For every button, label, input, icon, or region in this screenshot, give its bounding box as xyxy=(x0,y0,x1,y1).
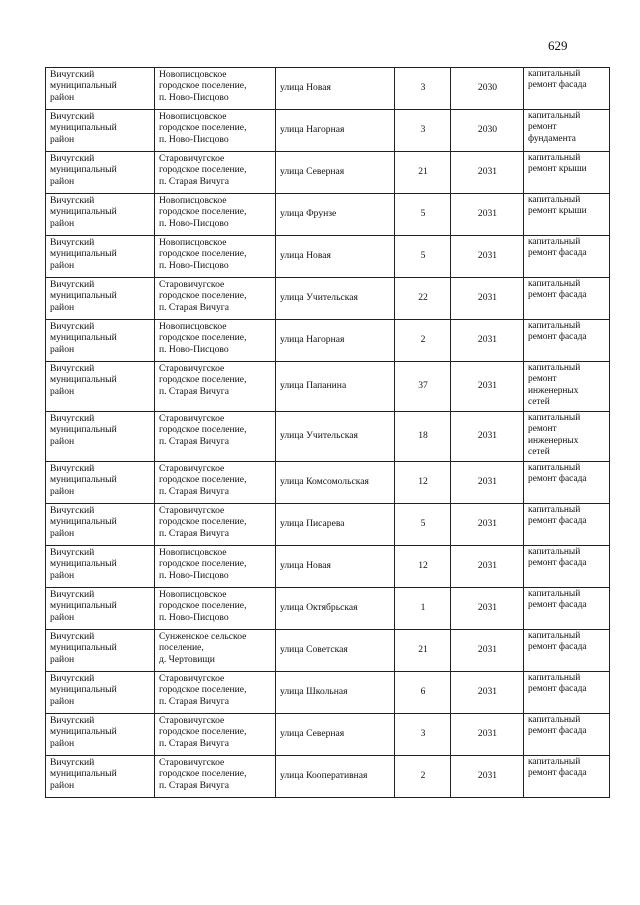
district-cell xyxy=(46,110,155,152)
district-cell-line: муниципальный xyxy=(50,424,117,436)
settlement-cell xyxy=(155,194,276,236)
settlement-cell-line: п. Старая Вичуга xyxy=(159,695,229,707)
street-cell: улица Комсомольская xyxy=(276,462,395,504)
settlement-cell-line: Старовичугское xyxy=(159,363,225,374)
settlement-cell xyxy=(155,412,276,462)
district-cell xyxy=(46,152,155,194)
street-cell: улица Нагорная xyxy=(276,110,395,152)
year-cell: 2031 xyxy=(451,756,524,798)
work-type-cell-line: капитальный xyxy=(528,153,581,163)
district-cell-line: муниципальный xyxy=(50,164,117,176)
district-cell-line: муниципальный xyxy=(50,768,117,780)
district-cell xyxy=(46,462,155,504)
work-type-cell-line: ремонт фасада xyxy=(528,768,587,779)
table-row xyxy=(46,412,610,462)
year-cell: 2031 xyxy=(451,278,524,320)
house-number-cell: 1 xyxy=(395,588,451,630)
work-type-cell xyxy=(524,714,610,756)
district-cell xyxy=(46,320,155,362)
district-cell-line: Вичугский xyxy=(50,321,95,332)
district-cell xyxy=(46,278,155,320)
settlement-cell xyxy=(155,504,276,546)
work-type-cell-line: капитальный xyxy=(528,363,581,373)
district-cell xyxy=(46,546,155,588)
work-type-cell xyxy=(524,194,610,236)
settlement-cell-line: п. Ново-Писцово xyxy=(159,611,229,623)
settlement-cell xyxy=(155,756,276,798)
district-cell-line: район xyxy=(50,175,75,187)
settlement-cell xyxy=(155,152,276,194)
work-type-cell-line: капитальный xyxy=(528,505,581,515)
table-row xyxy=(46,588,610,630)
settlement-cell-line: п. Старая Вичуга xyxy=(159,175,229,187)
table-row xyxy=(46,756,610,798)
work-type-cell-line: инженерных xyxy=(528,435,579,446)
settlement-cell-line: Новописцовское xyxy=(159,237,227,248)
page-number: 629 xyxy=(548,38,568,53)
work-type-cell xyxy=(524,462,610,504)
work-type-cell xyxy=(524,672,610,714)
table-row xyxy=(46,68,610,110)
district-cell-line: Вичугский xyxy=(50,279,95,290)
house-number-cell: 5 xyxy=(395,504,451,546)
house-number-cell: 22 xyxy=(395,278,451,320)
work-type-cell-line: фундамента xyxy=(528,133,576,144)
street-cell: улица Новая xyxy=(276,546,395,588)
year-cell: 2031 xyxy=(451,412,524,462)
street-cell: улица Нагорная xyxy=(276,320,395,362)
table-row xyxy=(46,194,610,236)
house-number-cell: 12 xyxy=(395,546,451,588)
work-type-cell-line: ремонт фасада xyxy=(528,726,587,737)
house-number-cell: 5 xyxy=(395,236,451,278)
settlement-cell-line: городское поселение, xyxy=(159,164,247,176)
district-cell-line: Вичугский xyxy=(50,69,95,80)
house-number-cell: 2 xyxy=(395,320,451,362)
year-cell: 2030 xyxy=(451,68,524,110)
settlement-cell-line: п. Ново-Писцово xyxy=(159,343,229,355)
street-cell: улица Новая xyxy=(276,236,395,278)
settlement-cell-line: городское поселение, xyxy=(159,424,247,436)
district-cell-line: район xyxy=(50,569,75,581)
house-number-cell: 37 xyxy=(395,362,451,412)
repair-schedule-table xyxy=(45,67,610,798)
table-row xyxy=(46,672,610,714)
work-type-cell xyxy=(524,504,610,546)
work-type-cell-line: капитальный xyxy=(528,757,581,767)
district-cell-line: муниципальный xyxy=(50,726,117,738)
district-cell-line: Вичугский xyxy=(50,715,95,726)
district-cell-line: муниципальный xyxy=(50,374,117,386)
house-number-cell: 5 xyxy=(395,194,451,236)
work-type-cell-line: ремонт xyxy=(528,424,557,435)
district-cell-line: Вичугский xyxy=(50,673,95,684)
district-cell-line: муниципальный xyxy=(50,642,117,654)
district-cell-line: муниципальный xyxy=(50,600,117,612)
street-cell: улица Советская xyxy=(276,630,395,672)
table-row xyxy=(46,236,610,278)
year-cell: 2031 xyxy=(451,588,524,630)
district-cell-line: Вичугский xyxy=(50,757,95,768)
settlement-cell-line: Старовичугское xyxy=(159,715,225,726)
district-cell xyxy=(46,504,155,546)
year-cell: 2031 xyxy=(451,504,524,546)
year-cell: 2031 xyxy=(451,462,524,504)
settlement-cell xyxy=(155,278,276,320)
settlement-cell-line: Старовичугское xyxy=(159,153,225,164)
table-row xyxy=(46,362,610,412)
settlement-cell-line: Новописцовское xyxy=(159,547,227,558)
work-type-cell-line: капитальный xyxy=(528,237,581,247)
district-cell-line: район xyxy=(50,217,75,229)
settlement-cell xyxy=(155,236,276,278)
settlement-cell-line: п. Старая Вичуга xyxy=(159,737,229,749)
work-type-cell-line: капитальный xyxy=(528,69,581,79)
work-type-cell xyxy=(524,68,610,110)
settlement-cell xyxy=(155,588,276,630)
district-cell-line: район xyxy=(50,611,75,623)
work-type-cell xyxy=(524,362,610,412)
table-row xyxy=(46,630,610,672)
work-type-cell-line: капитальный xyxy=(528,715,581,725)
settlement-cell-line: городское поселение, xyxy=(159,374,247,386)
work-type-cell xyxy=(524,412,610,462)
settlement-cell-line: городское поселение, xyxy=(159,290,247,302)
settlement-cell-line: городское поселение, xyxy=(159,122,247,134)
settlement-cell-line: городское поселение, xyxy=(159,248,247,260)
settlement-cell-line: п. Ново-Писцово xyxy=(159,217,229,229)
settlement-cell-line: городское поселение, xyxy=(159,558,247,570)
district-cell-line: район xyxy=(50,435,75,447)
district-cell-line: район xyxy=(50,133,75,145)
year-cell: 2031 xyxy=(451,194,524,236)
house-number-cell: 3 xyxy=(395,714,451,756)
work-type-cell-line: ремонт фасада xyxy=(528,642,587,653)
settlement-cell-line: п. Старая Вичуга xyxy=(159,385,229,397)
district-cell-line: Вичугский xyxy=(50,363,95,374)
street-cell: улица Папанина xyxy=(276,362,395,412)
settlement-cell xyxy=(155,714,276,756)
settlement-cell xyxy=(155,320,276,362)
work-type-cell xyxy=(524,110,610,152)
work-type-cell-line: ремонт крыши xyxy=(528,206,587,217)
year-cell: 2030 xyxy=(451,110,524,152)
year-cell: 2031 xyxy=(451,630,524,672)
district-cell-line: район xyxy=(50,343,75,355)
settlement-cell-line: городское поселение, xyxy=(159,206,247,218)
district-cell xyxy=(46,630,155,672)
settlement-cell-line: п. Ново-Писцово xyxy=(159,133,229,145)
work-type-cell-line: ремонт фасада xyxy=(528,290,587,301)
year-cell: 2031 xyxy=(451,236,524,278)
work-type-cell-line: ремонт фасада xyxy=(528,332,587,343)
street-cell: улица Октябрьская xyxy=(276,588,395,630)
work-type-cell-line: ремонт xyxy=(528,122,557,133)
work-type-cell-line: капитальный xyxy=(528,413,581,423)
district-cell-line: муниципальный xyxy=(50,332,117,344)
settlement-cell-line: городское поселение, xyxy=(159,600,247,612)
district-cell-line: район xyxy=(50,527,75,539)
settlement-cell xyxy=(155,546,276,588)
district-cell xyxy=(46,756,155,798)
work-type-cell-line: ремонт крыши xyxy=(528,164,587,175)
work-type-cell xyxy=(524,278,610,320)
street-cell: улица Новая xyxy=(276,68,395,110)
district-cell-line: район xyxy=(50,385,75,397)
house-number-cell: 21 xyxy=(395,152,451,194)
work-type-cell xyxy=(524,320,610,362)
district-cell xyxy=(46,68,155,110)
settlement-cell-line: городское поселение, xyxy=(159,768,247,780)
year-cell: 2031 xyxy=(451,152,524,194)
settlement-cell-line: п. Ново-Писцово xyxy=(159,91,229,103)
table-body xyxy=(46,68,610,798)
settlement-cell xyxy=(155,672,276,714)
district-cell-line: район xyxy=(50,737,75,749)
work-type-cell-line: капитальный xyxy=(528,547,581,557)
work-type-cell-line: капитальный xyxy=(528,195,581,205)
work-type-cell xyxy=(524,236,610,278)
district-cell-line: район xyxy=(50,653,75,665)
year-cell: 2031 xyxy=(451,362,524,412)
work-type-cell-line: капитальный xyxy=(528,321,581,331)
district-cell-line: район xyxy=(50,259,75,271)
work-type-cell-line: ремонт xyxy=(528,374,557,385)
street-cell: улица Учительская xyxy=(276,412,395,462)
table-row xyxy=(46,110,610,152)
settlement-cell-line: городское поселение, xyxy=(159,516,247,528)
work-type-cell-line: сетей xyxy=(528,446,550,457)
house-number-cell: 3 xyxy=(395,110,451,152)
work-type-cell-line: ремонт фасада xyxy=(528,474,587,485)
settlement-cell xyxy=(155,630,276,672)
district-cell-line: район xyxy=(50,695,75,707)
district-cell-line: район xyxy=(50,301,75,313)
settlement-cell-line: Новописцовское xyxy=(159,321,227,332)
settlement-cell-line: п. Старая Вичуга xyxy=(159,779,229,791)
settlement-cell-line: Старовичугское xyxy=(159,673,225,684)
house-number-cell: 21 xyxy=(395,630,451,672)
work-type-cell-line: инженерных xyxy=(528,385,579,396)
street-cell: улица Северная xyxy=(276,152,395,194)
district-cell-line: Вичугский xyxy=(50,195,95,206)
settlement-cell-line: городское поселение, xyxy=(159,726,247,738)
house-number-cell: 18 xyxy=(395,412,451,462)
work-type-cell xyxy=(524,630,610,672)
street-cell: улица Фрунзе xyxy=(276,194,395,236)
district-cell-line: муниципальный xyxy=(50,474,117,486)
street-cell: улица Кооперативная xyxy=(276,756,395,798)
settlement-cell-line: п. Ново-Писцово xyxy=(159,569,229,581)
district-cell-line: муниципальный xyxy=(50,558,117,570)
settlement-cell-line: городское поселение, xyxy=(159,332,247,344)
settlement-cell-line: Новописцовское xyxy=(159,589,227,600)
table-row xyxy=(46,504,610,546)
district-cell-line: Вичугский xyxy=(50,547,95,558)
district-cell xyxy=(46,362,155,412)
district-cell-line: район xyxy=(50,91,75,103)
house-number-cell: 6 xyxy=(395,672,451,714)
district-cell-line: муниципальный xyxy=(50,516,117,528)
street-cell: улица Школьная xyxy=(276,672,395,714)
street-cell: улица Писарева xyxy=(276,504,395,546)
district-cell xyxy=(46,412,155,462)
work-type-cell xyxy=(524,152,610,194)
district-cell-line: район xyxy=(50,779,75,791)
house-number-cell: 2 xyxy=(395,756,451,798)
settlement-cell xyxy=(155,68,276,110)
house-number-cell: 12 xyxy=(395,462,451,504)
settlement-cell-line: п. Старая Вичуга xyxy=(159,435,229,447)
work-type-cell-line: капитальный xyxy=(528,111,581,121)
settlement-cell-line: Новописцовское xyxy=(159,195,227,206)
work-type-cell-line: ремонт фасада xyxy=(528,248,587,259)
year-cell: 2031 xyxy=(451,714,524,756)
street-cell: улица Северная xyxy=(276,714,395,756)
work-type-cell xyxy=(524,546,610,588)
district-cell-line: муниципальный xyxy=(50,206,117,218)
district-cell-line: Вичугский xyxy=(50,413,95,424)
settlement-cell-line: Сунженское сельское xyxy=(159,631,247,642)
settlement-cell-line: Старовичугское xyxy=(159,757,225,768)
work-type-cell xyxy=(524,588,610,630)
work-type-cell-line: капитальный xyxy=(528,673,581,683)
settlement-cell-line: Старовичугское xyxy=(159,413,225,424)
work-type-cell-line: ремонт фасада xyxy=(528,516,587,527)
table-row xyxy=(46,546,610,588)
district-cell-line: муниципальный xyxy=(50,684,117,696)
table-row xyxy=(46,462,610,504)
district-cell-line: Вичугский xyxy=(50,237,95,248)
settlement-cell-line: городское поселение, xyxy=(159,474,247,486)
year-cell: 2031 xyxy=(451,672,524,714)
district-cell xyxy=(46,588,155,630)
district-cell-line: Вичугский xyxy=(50,589,95,600)
settlement-cell-line: Новописцовское xyxy=(159,69,227,80)
district-cell xyxy=(46,236,155,278)
district-cell xyxy=(46,672,155,714)
settlement-cell-line: Старовичугское xyxy=(159,279,225,290)
work-type-cell-line: сетей xyxy=(528,396,550,407)
settlement-cell-line: городское поселение, xyxy=(159,80,247,92)
district-cell-line: Вичугский xyxy=(50,153,95,164)
district-cell xyxy=(46,194,155,236)
year-cell: 2031 xyxy=(451,320,524,362)
district-cell xyxy=(46,714,155,756)
district-cell-line: Вичугский xyxy=(50,111,95,122)
work-type-cell xyxy=(524,756,610,798)
district-cell-line: муниципальный xyxy=(50,80,117,92)
settlement-cell-line: п. Старая Вичуга xyxy=(159,527,229,539)
house-number-cell: 3 xyxy=(395,68,451,110)
district-cell-line: муниципальный xyxy=(50,290,117,302)
settlement-cell-line: Старовичугское xyxy=(159,463,225,474)
table-row xyxy=(46,152,610,194)
district-cell-line: Вичугский xyxy=(50,631,95,642)
settlement-cell-line: п. Старая Вичуга xyxy=(159,485,229,497)
year-cell: 2031 xyxy=(451,546,524,588)
work-type-cell-line: ремонт фасада xyxy=(528,684,587,695)
work-type-cell-line: капитальный xyxy=(528,463,581,473)
work-type-cell-line: капитальный xyxy=(528,279,581,289)
work-type-cell-line: капитальный xyxy=(528,631,581,641)
table-row xyxy=(46,278,610,320)
settlement-cell xyxy=(155,362,276,412)
district-cell-line: муниципальный xyxy=(50,248,117,260)
settlement-cell xyxy=(155,110,276,152)
district-cell-line: муниципальный xyxy=(50,122,117,134)
table-row xyxy=(46,714,610,756)
settlement-cell-line: п. Ново-Писцово xyxy=(159,259,229,271)
work-type-cell-line: ремонт фасада xyxy=(528,600,587,611)
work-type-cell-line: ремонт фасада xyxy=(528,80,587,91)
work-type-cell-line: ремонт фасада xyxy=(528,558,587,569)
district-cell-line: Вичугский xyxy=(50,505,95,516)
settlement-cell-line: д. Чертовищи xyxy=(159,653,215,665)
district-cell-line: Вичугский xyxy=(50,463,95,474)
table-row xyxy=(46,320,610,362)
settlement-cell xyxy=(155,462,276,504)
settlement-cell-line: поселение, xyxy=(159,642,204,654)
settlement-cell-line: Новописцовское xyxy=(159,111,227,122)
street-cell: улица Учительская xyxy=(276,278,395,320)
work-type-cell-line: капитальный xyxy=(528,589,581,599)
settlement-cell-line: п. Старая Вичуга xyxy=(159,301,229,313)
settlement-cell-line: городское поселение, xyxy=(159,684,247,696)
settlement-cell-line: Старовичугское xyxy=(159,505,225,516)
district-cell-line: район xyxy=(50,485,75,497)
